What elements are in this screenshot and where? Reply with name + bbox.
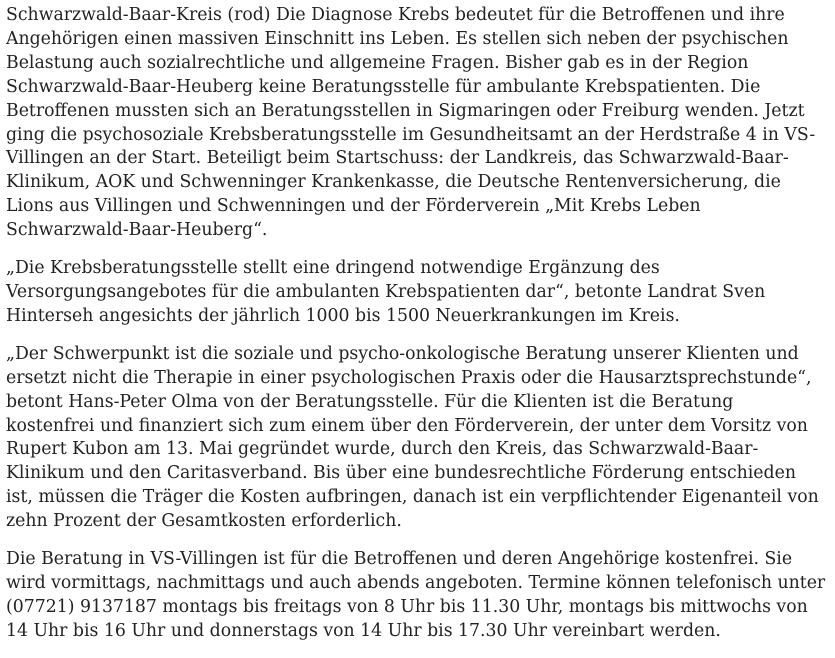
article-paragraph-3: „Der Schwerpunkt ist die soziale und psycho-onkologische Beratung unserer Klienten und ersetzt nicht die Therapie in einer psychologischen Praxis oder die Hausarztsprechstunde“, betont Hans-Peter Olma von der Beratungsstelle. Für die Klienten ist die Beratung kostenfrei und finanziert sich zum einem über den Förderverein, der unter dem Vorsitz von Rupert Kubon am 13. Mai gegründet wurde, durch den Kreis, das Schwarzwald-Baar-Klinikum und den Caritasverband. Bis über eine bundesrechtliche Förderung entschieden ist, müssen die Träger die Kosten aufbringen, danach ist ein verpflichtender Eigenanteil von zehn Prozent der Gesamtkosten erforderlich. [6, 343, 819, 532]
article-paragraph-2: „Die Krebsberatungsstelle stellt eine dringend notwendige Ergänzung des Versorgungsangebotes für die ambulanten Krebspatienten dar“, betonte Landrat Sven Hinterseh angesichts der jährlich 1000 bis 1500 Neuerkrankungen im Kreis. [6, 258, 766, 326]
article-paragraph-4: Die Beratung in VS-Villingen ist für die Betroffenen und deren Angehörige kostenfrei. Sie wird vormittags, nachmittags und auch abends angeboten. Termine können telefonisch unter (07721) 9137187 montags bis freitags von 8 Uhr bis 11.30 Uhr, montags bis mittwochs von 14 Uhr bis 16 Uhr und donnerstags von 14 Uhr bis 17.30 Uhr vereinbart werden. [6, 549, 826, 641]
article-paragraph-1: Schwarzwald-Baar-Kreis (rod) Die Diagnose Krebs bedeutet für die Betroffenen und ihre Angehörigen einen massiven Einschnitt ins Leben. Es stellen sich neben der psychischen Belastung auch sozialrechtliche und allgemeine Fragen. Bisher gab es in der Region Schwarzwald-Baar-Heuberg keine Beratungsstelle für ambulante Krebspatienten. Die Betroffenen mussten sich an Beratungsstellen in Sigmaringen oder Freiburg wenden. Jetzt ging die psychosoziale Krebsberatungsstelle im Gesundheitsamt an der Herdstraße 4 in VS-Villingen an der Start. Beteiligt beim Startschuss: der Landkreis, das Schwarzwald-Baar-Klinikum, AOK und Schwenninger Krankenkasse, die Deutsche Rentenversicherung, die Lions aus Villingen und Schwenningen und der Förderverein „Mit Krebs Leben Schwarzwald-Baar-Heuberg“. [6, 5, 816, 241]
